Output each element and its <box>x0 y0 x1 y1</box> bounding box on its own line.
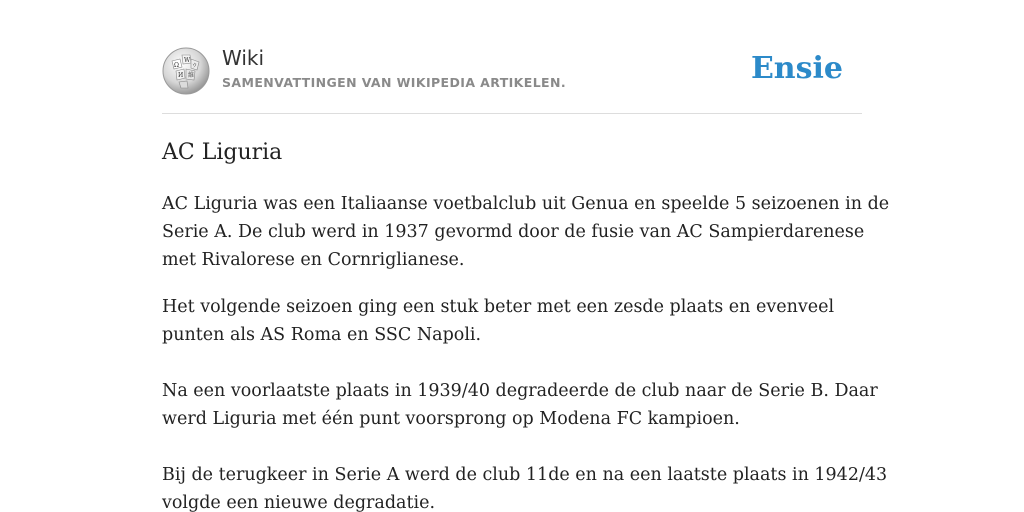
site-tagline: SAMENVATTINGEN VAN WIKIPEDIA ARTIKELEN. <box>222 75 567 90</box>
text-line: punten als AS Roma en SSC Napoli. <box>162 325 482 345</box>
text-line: werd Liguria met één punt voorsprong op Modena FC kampioen. <box>162 409 740 429</box>
text-line: Bij de terugkeer in Serie A werd de club 11de en na een laatste plaats in 1942/43 <box>162 465 888 485</box>
text-line: volgde een nieuwe degradatie. <box>162 493 436 512</box>
text-line: met Rivalorese en Cornriglianese. <box>162 250 465 270</box>
article-body-paragraph <box>162 293 888 512</box>
svg-text:ウ: ウ <box>192 63 198 69</box>
svg-text:維: 維 <box>188 72 195 79</box>
text-line: AC Liguria was een Italiaanse voetbalclub uit Genua en speelde 5 seizoenen in de <box>162 194 890 214</box>
paragraph-break <box>162 433 862 461</box>
ensie-brand-link[interactable]: Ensie <box>750 51 843 86</box>
paragraph-break <box>162 349 862 377</box>
svg-text:И: И <box>178 72 184 79</box>
text-line: Na een voorlaatste plaats in 1939/40 degradeerde de club naar de Serie B. Daar <box>162 381 878 401</box>
article-intro-paragraph <box>162 190 890 274</box>
text-line: Het volgende seizoen ging een stuk beter met een zesde plaats en evenveel <box>162 297 835 317</box>
site-name[interactable]: Wiki <box>222 46 265 70</box>
svg-text:W: W <box>184 57 191 64</box>
wikipedia-globe-icon[interactable] <box>162 47 210 95</box>
page-container <box>162 0 890 512</box>
svg-text:Ω: Ω <box>174 62 179 69</box>
text-line: Serie A. De club werd in 1937 gevormd door de fusie van AC Sampierdarenese <box>162 222 865 242</box>
site-header <box>162 0 862 114</box>
article-title: AC Liguria <box>162 140 283 165</box>
